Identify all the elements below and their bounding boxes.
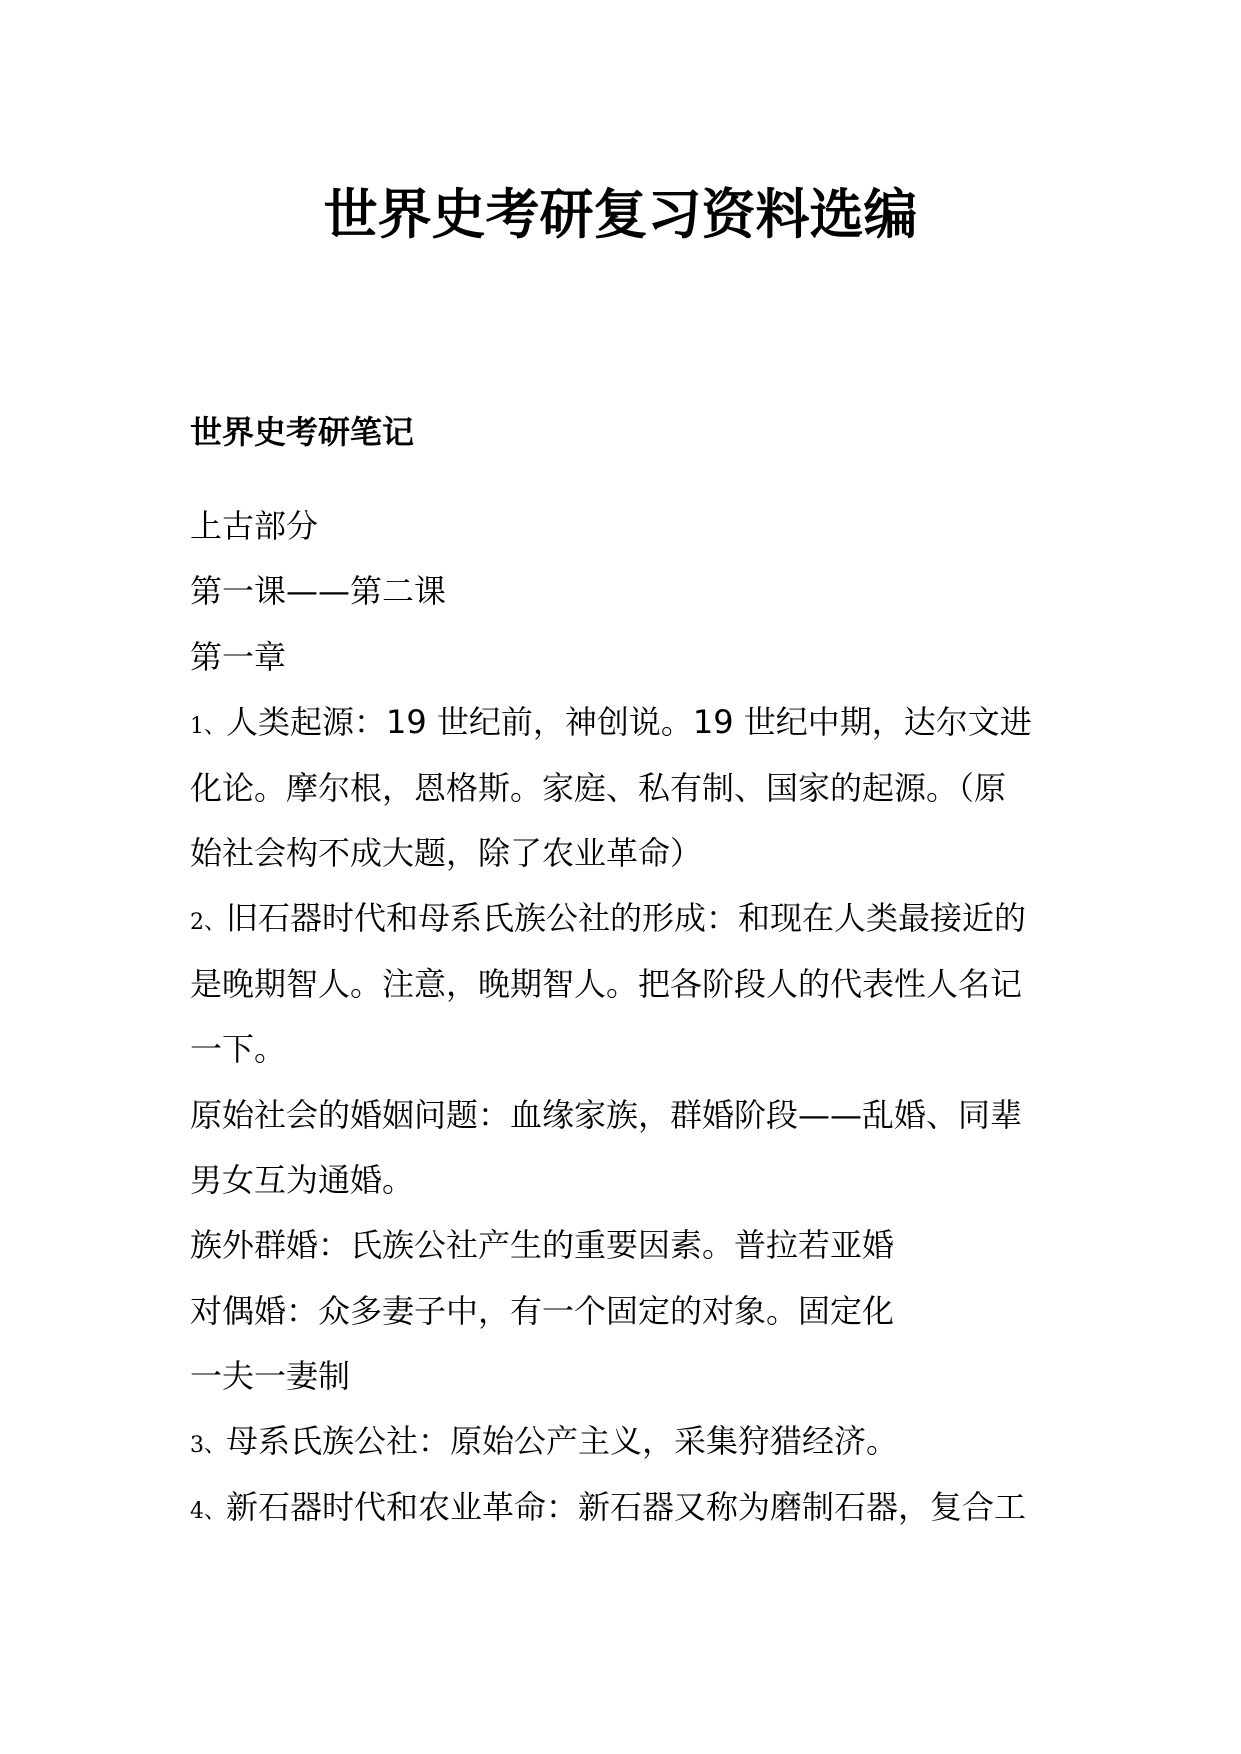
text-line [190, 1409, 1090, 1474]
text-line [190, 756, 1090, 821]
line-text: 旧石器时代和母系氏族公社的形成：和现在人类最接近的 [226, 899, 1027, 938]
item-number: 4、 [190, 1498, 226, 1524]
line-text: 一夫一妻制 [190, 1357, 351, 1396]
text-line [190, 1279, 1090, 1344]
text-line [190, 1017, 1090, 1082]
item-number: 1、 [190, 714, 226, 740]
line-text: 新石器时代和农业革命：新石器又称为磨制石器，复合工 [226, 1487, 1027, 1526]
line-text: 第一课——第二课 [190, 572, 447, 611]
text-line [190, 952, 1090, 1017]
text-line [190, 1344, 1090, 1409]
text-line [190, 1148, 1090, 1213]
text-line [190, 821, 1090, 886]
document-body [190, 494, 1090, 1540]
line-text: 母系氏族公社：原始公产主义，采集狩猎经济。 [226, 1422, 899, 1461]
line-text: 上古部分 [190, 507, 319, 545]
line-text: 是晚期智人。注意，晚期智人。把各阶段人的代表性人名记 [190, 964, 1023, 1003]
line-text: 男女互为通婚。 [190, 1160, 415, 1199]
line-text: 第一章 [190, 637, 287, 676]
line-text: 人类起源：19 世纪前，神创说。19 世纪中期，达尔文进 [226, 703, 1032, 742]
line-text: 原始社会的婚姻问题：血缘家族，群婚阶段——乱婚、同辈 [190, 1095, 1023, 1134]
text-line [190, 625, 1090, 690]
text-line [190, 1475, 1090, 1540]
item-number: 2、 [190, 910, 226, 936]
line-text: 始社会构不成大题，除了农业革命） [190, 833, 703, 872]
item-number: 3、 [190, 1433, 226, 1459]
line-text: 对偶婚：众多妻子中，有一个固定的对象。固定化 [190, 1291, 895, 1330]
text-line [190, 559, 1090, 624]
document-title: 世界史考研复习资料选编 [323, 182, 918, 246]
line-text: 化论。摩尔根，恩格斯。家庭、私有制、国家的起源。（原 [190, 768, 1007, 807]
text-line [190, 1213, 1090, 1278]
line-text: 一下。 [190, 1030, 287, 1069]
text-line [190, 494, 1090, 559]
line-text: 族外群婚：氏族公社产生的重要因素。普拉若亚婚 [190, 1226, 895, 1265]
text-line [190, 1083, 1090, 1148]
text-line [190, 690, 1090, 755]
section-heading: 世界史考研笔记 [190, 413, 415, 451]
text-line [190, 886, 1090, 951]
